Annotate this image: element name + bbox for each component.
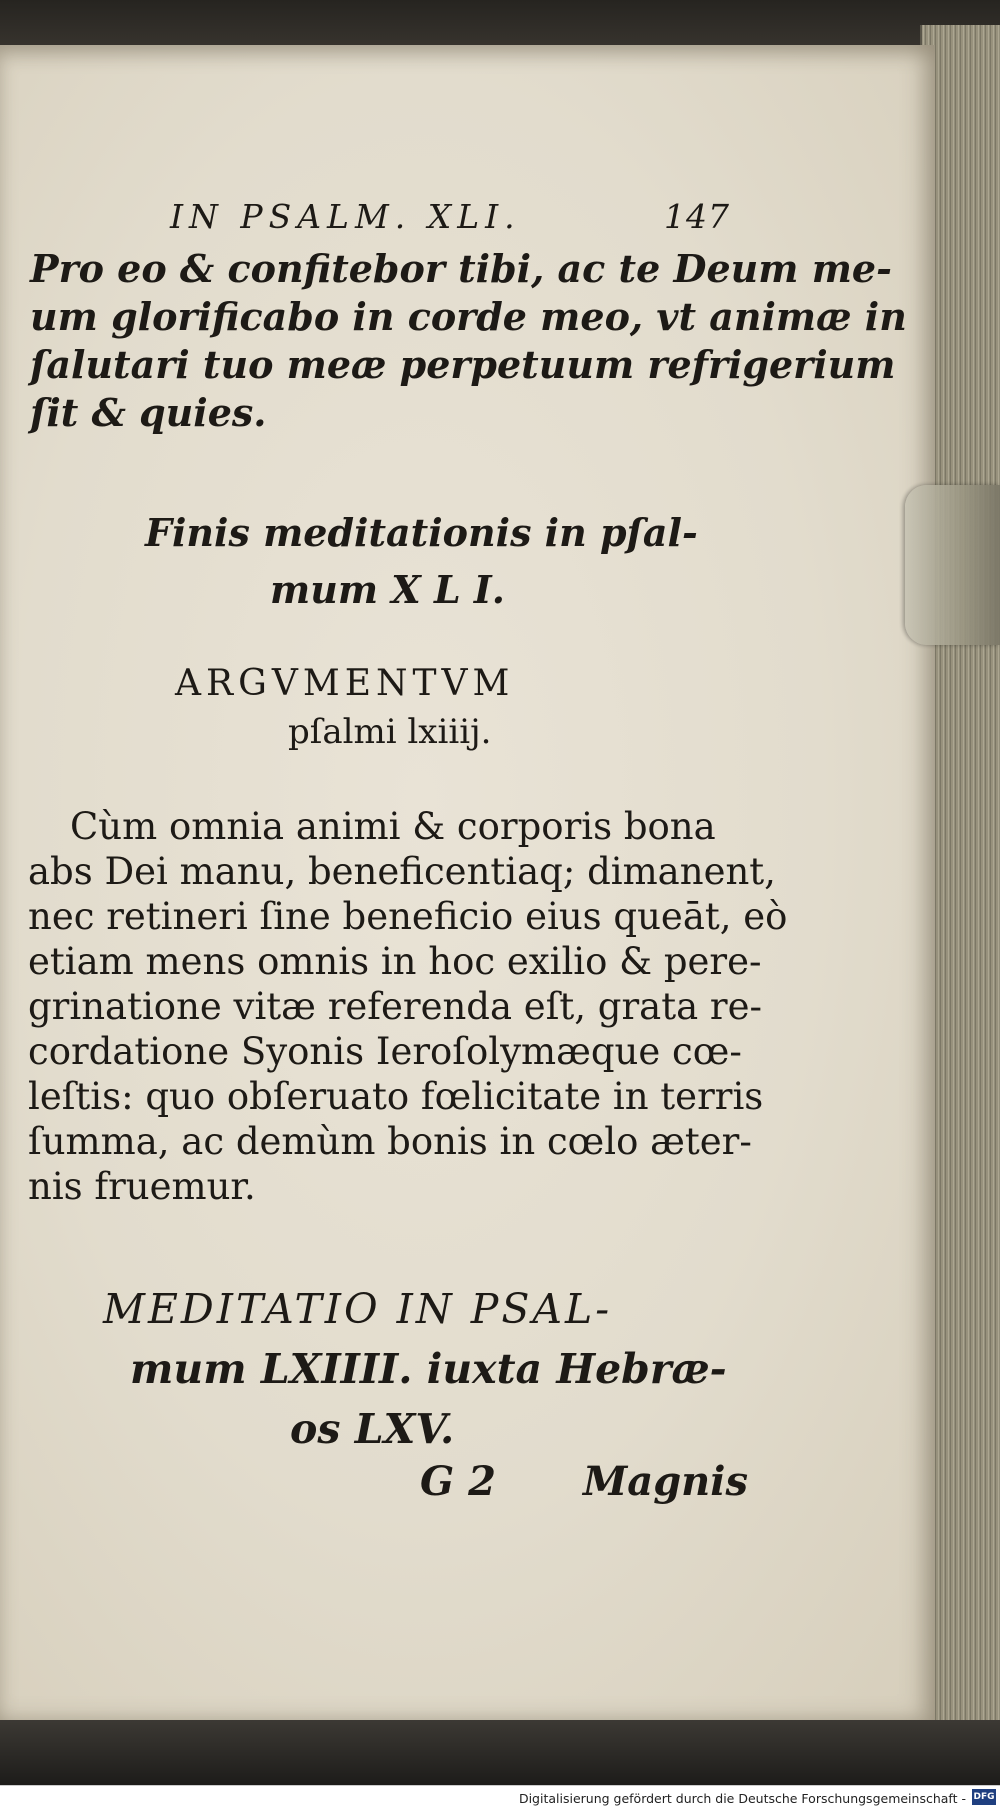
catchword: Magnis (583, 1458, 748, 1505)
prayer-line: ſalutari tuo meæ perpetuum refrigerium (30, 342, 896, 387)
body-line: cordatione Syonis Ieroſolymæque cœ- (28, 1030, 742, 1073)
body-line: grinatione vitæ referenda eſt, grata re- (28, 985, 762, 1028)
meditatio-heading: mum LXIIII. iuxta Hebræ- (130, 1345, 727, 1393)
meditatio-heading: os LXV. (290, 1405, 455, 1453)
page-clip (905, 485, 1000, 645)
dfg-logo: DFG (972, 1789, 996, 1805)
body-line: Cùm omnia animi & corporis bona (70, 805, 716, 848)
body-line: nec retineri ſine beneficio eius queāt, eò (28, 895, 788, 938)
signature-mark: G 2 (420, 1458, 496, 1505)
finis-line: Finis meditationis in pſal- (145, 510, 698, 555)
body-line: etiam mens omnis in hoc exilio & pere- (28, 940, 762, 983)
argumentum-subtitle: pſalmi lxiiij. (288, 712, 492, 752)
body-line: ſumma, ac demùm bonis in cœlo æter- (28, 1120, 752, 1163)
prayer-line: Pro eo & confitebor tibi, ac te Deum me- (30, 246, 892, 291)
bottom-background (0, 1720, 1000, 1785)
prayer-line: um glorificabo in corde meo, vt animæ in (30, 294, 907, 339)
prayer-line: ſit & quies. (30, 390, 267, 435)
page-number: 147 (664, 197, 730, 236)
body-line: abs Dei manu, beneficentiaq; dimanent, (28, 850, 776, 893)
finis-line: mum X L I. (270, 567, 505, 612)
footer-credit: Digitalisierung gefördert durch die Deutsche Forschungsgemeinschaft - (518, 1791, 966, 1806)
argumentum-title: ARGVMENTVM (175, 663, 515, 704)
meditatio-heading: MEDITATIO IN PSAL- (103, 1285, 613, 1333)
running-head (170, 197, 730, 236)
running-head-title: IN PSALM. XLI. (170, 197, 521, 236)
body-line: leſtis: quo obſeruato fœlicitate in terris (28, 1075, 764, 1118)
body-line: nis fruemur. (28, 1165, 256, 1208)
